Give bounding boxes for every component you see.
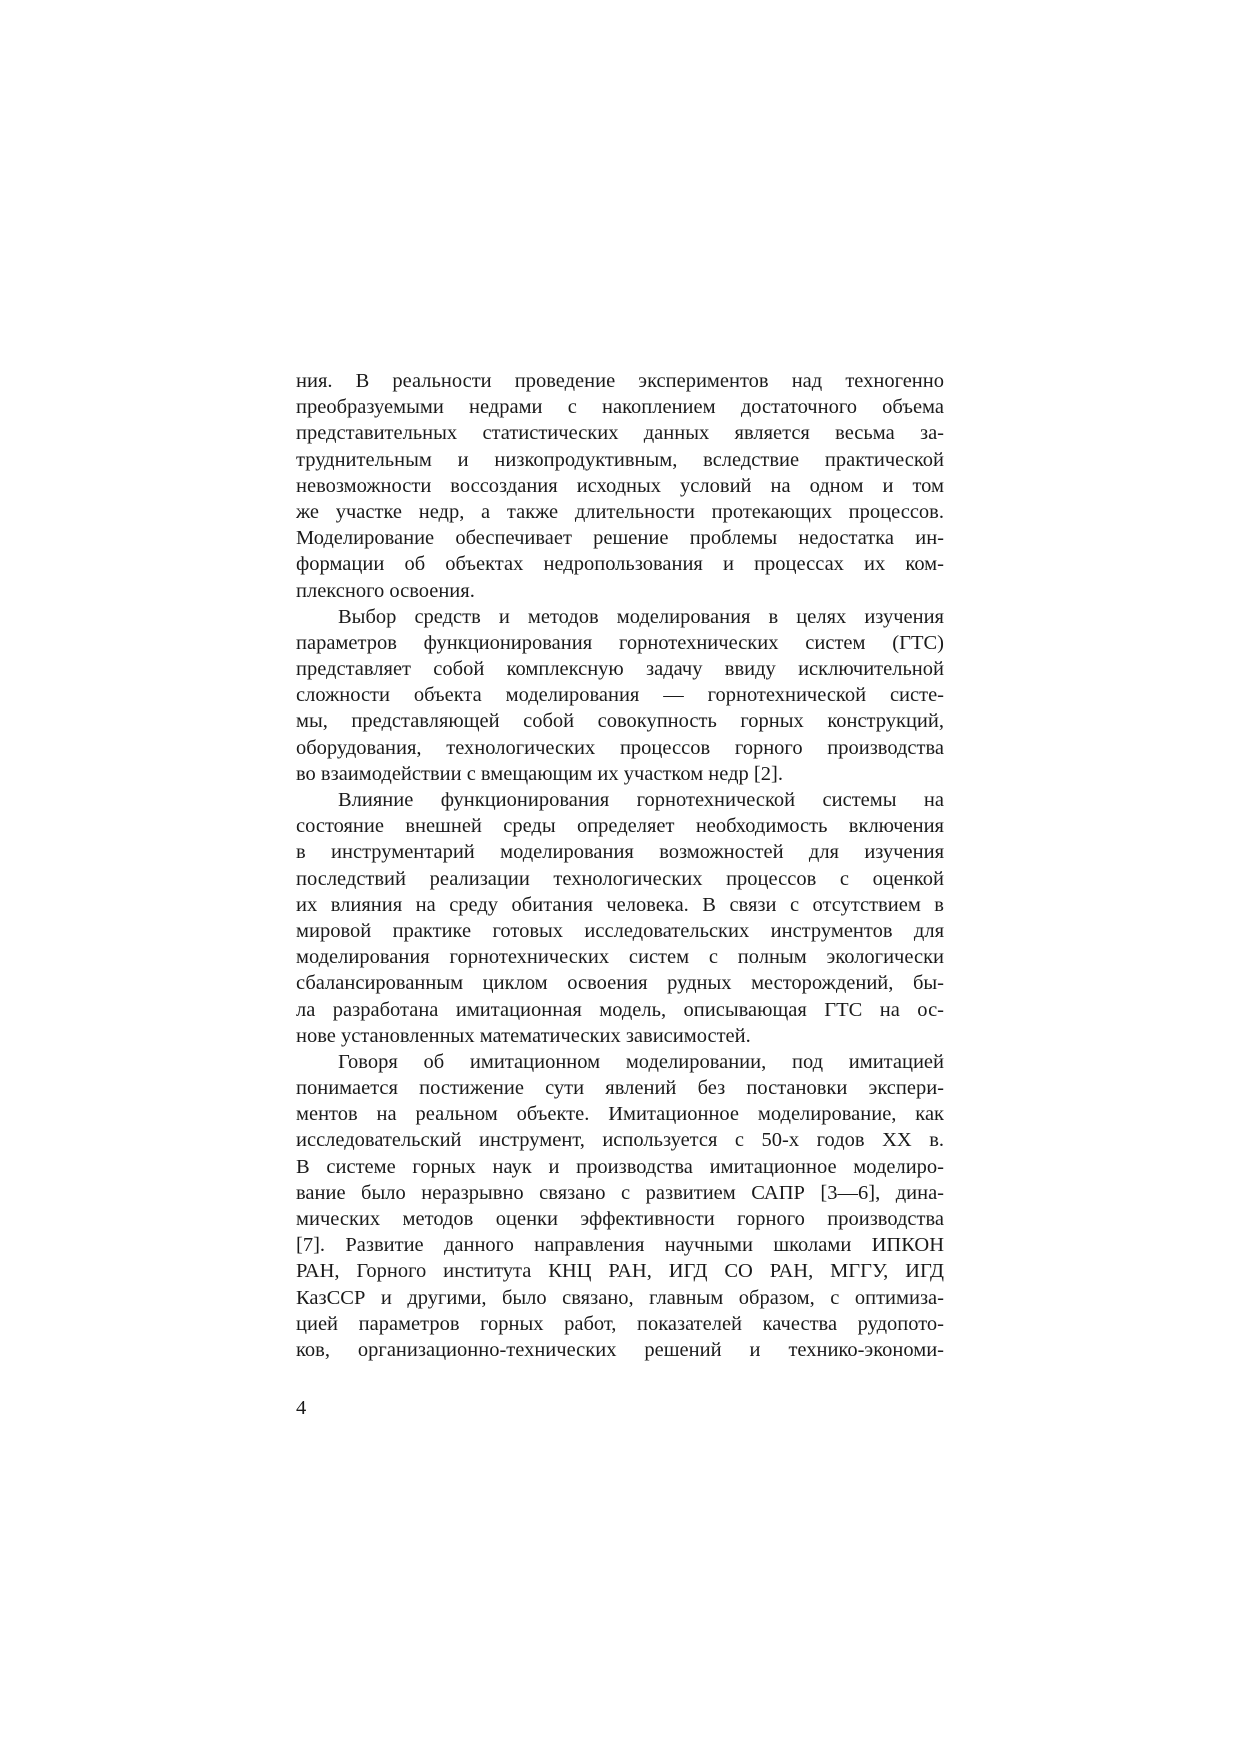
text-line: КазССР и другими, было связано, главным образом, с оптимиза- xyxy=(296,1286,944,1309)
text-line: мических методов оценки эффективности горного производства xyxy=(296,1208,944,1230)
text-line: ла разработана имитационная модель, описывающая ГТС на ос- xyxy=(296,998,944,1021)
text-line: же участке недр, а также длительности протекающих процессов. xyxy=(296,500,944,523)
page-number: 4 xyxy=(296,1397,307,1419)
text-line: их влияния на среду обитания человека. В связи с отсутствием в xyxy=(296,893,944,916)
paragraph-3 xyxy=(296,787,944,1049)
text-line: плексного освоения. xyxy=(296,579,475,602)
text-line: параметров функционирования горнотехнических систем (ГТС) xyxy=(296,631,944,654)
text-line: состояние внешней среды определяет необходимость включения xyxy=(296,815,944,838)
text-line: понимается постижение сути явлений без постановки экспери- xyxy=(296,1077,944,1100)
text-line: ментов на реальном объекте. Имитационное моделирование, как xyxy=(296,1103,944,1126)
text-line: мировой практике готовых исследовательских инструментов для xyxy=(296,919,944,942)
paragraph-4 xyxy=(296,1049,944,1363)
text-line: формации об объектах недропользования и процессах их ком- xyxy=(296,553,944,576)
text-line: ния. В реальности проведение экспериментов над техногенно xyxy=(296,370,944,392)
text-line: преобразуемыми недрами с накоплением достаточного объема xyxy=(296,396,944,419)
text-line: Моделирование обеспечивает решение проблемы недостатка ин- xyxy=(296,527,944,550)
text-line: в инструментарий моделирования возможностей для изучения xyxy=(296,841,944,864)
body-text xyxy=(296,368,944,1363)
text-line: В системе горных наук и производства имитационное моделиро- xyxy=(296,1155,944,1178)
text-line: нове установленных математических зависимостей. xyxy=(296,1024,751,1047)
text-line: Влияние функционирования горнотехнической системы на xyxy=(338,789,944,811)
text-line: последствий реализации технологических процессов с оценкой xyxy=(296,867,944,890)
text-line: оборудования, технологических процессов горного производства xyxy=(296,736,944,759)
text-line: труднительным и низкопродуктивным, вследствие практической xyxy=(296,448,944,471)
text-line: сложности объекта моделирования — горнотехнической систе- xyxy=(296,684,944,707)
text-line: ков, организационно-технических решений и технико-экономи- xyxy=(296,1338,944,1361)
text-line: исследовательский инструмент, используется с 50-х годов XX в. xyxy=(296,1129,944,1152)
text-line: Выбор средств и методов моделирования в целях изучения xyxy=(338,605,944,628)
text-line: вание было неразрывно связано с развитием САПР [3—6], дина- xyxy=(296,1181,944,1204)
text-line: моделирования горнотехнических систем с полным экологически xyxy=(296,946,944,969)
paragraph-1 xyxy=(296,368,944,604)
text-line: РАН, Горного института КНЦ РАН, ИГД СО РАН, МГГУ, ИГД xyxy=(296,1260,944,1283)
text-line: цией параметров горных работ, показателей качества рудопото- xyxy=(296,1312,944,1335)
text-line: сбалансированным циклом освоения рудных месторождений, бы- xyxy=(296,972,944,995)
text-line: мы, представляющей собой совокупность горных конструкций, xyxy=(296,710,944,733)
text-line: во взаимодействии с вмещающим их участком недр [2]. xyxy=(296,762,783,785)
text-line: представительных статистических данных является весьма за- xyxy=(296,422,944,445)
text-line: представляет собой комплексную задачу ввиду исключительной xyxy=(296,658,944,681)
text-line: [7]. Развитие данного направления научными школами ИПКОН xyxy=(296,1234,944,1257)
text-line: Говоря об имитационном моделировании, под имитацией xyxy=(338,1050,944,1073)
paragraph-2 xyxy=(296,604,944,787)
text-line: невозможности воссоздания исходных условий на одном и том xyxy=(296,474,944,497)
